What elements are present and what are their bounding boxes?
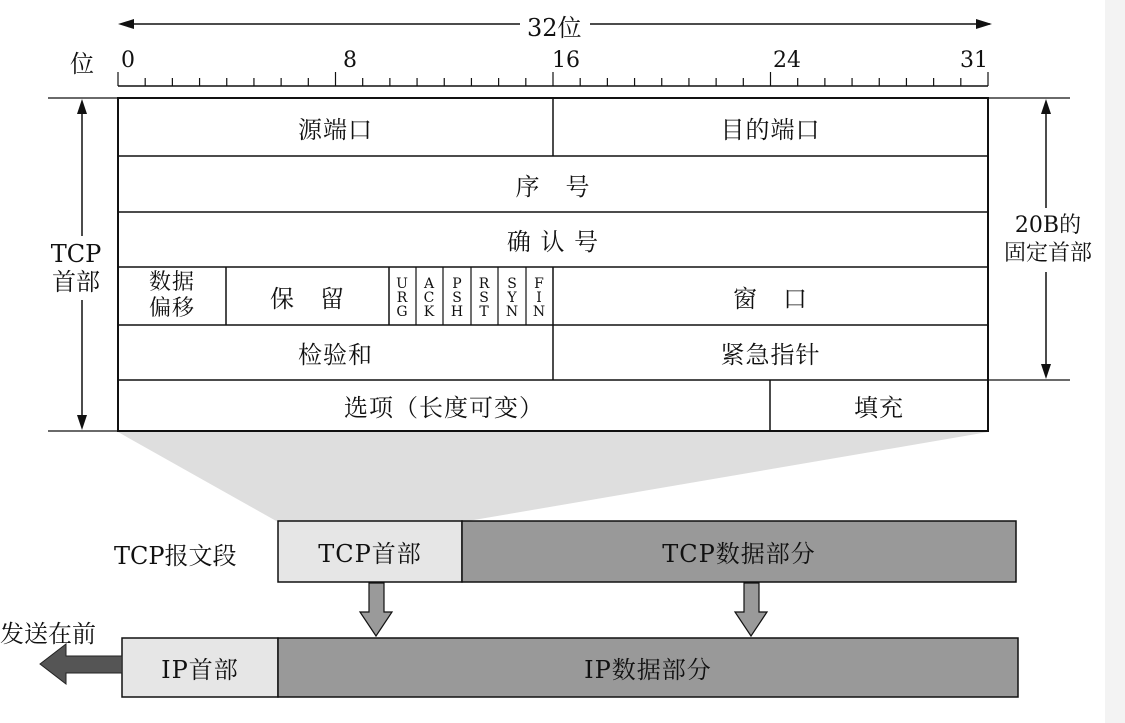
- tcp-header-arrow-top-head: [77, 99, 87, 114]
- flag-syn-1: S: [507, 276, 517, 292]
- field-dest-port: 目的端口: [720, 115, 821, 144]
- tcp-header-down-arrow: [360, 583, 392, 636]
- flag-fin-2: I: [536, 290, 542, 306]
- bit-axis-label: 位: [70, 50, 94, 78]
- tcp-segment-data-label: TCP数据部分: [662, 540, 816, 568]
- tcp-segment-label: TCP报文段: [114, 542, 237, 570]
- field-ack-number: 确 认 号: [506, 228, 600, 256]
- tick-label-0: 0: [121, 48, 135, 73]
- field-reserved: 保 留: [270, 284, 345, 313]
- tcp-data-down-arrow: [735, 583, 767, 636]
- flag-ack-3: K: [423, 304, 435, 320]
- flag-urg-2: R: [396, 290, 408, 306]
- fixed-header-side-label: [994, 212, 1102, 268]
- field-checksum: 检验和: [298, 341, 373, 369]
- field-source-port: 源端口: [298, 115, 373, 144]
- flag-ack: [419, 270, 439, 326]
- flag-urg-1: U: [396, 276, 408, 292]
- scrollbar[interactable]: [1105, 0, 1125, 723]
- fixed-header-arrow-top-head: [1041, 99, 1051, 114]
- field-sequence-number: 序 号: [515, 172, 591, 201]
- flag-syn-3: N: [505, 304, 519, 320]
- tcp-header-side-line1: TCP: [50, 240, 102, 268]
- bit-ruler-ticks: [118, 72, 988, 86]
- flag-fin-3: N: [532, 304, 546, 320]
- flag-psh-3: H: [450, 304, 464, 320]
- width-label: 32位: [527, 14, 582, 42]
- width-arrow-left-head: [118, 19, 134, 29]
- tcp-header-arrow-bottom-head: [77, 415, 87, 430]
- flag-urg-3: G: [396, 304, 408, 320]
- tcp-header-side-line2: 首部: [52, 268, 100, 296]
- funnel-shading: [118, 432, 988, 522]
- field-window: 窗 口: [733, 284, 808, 313]
- data-offset-line2: 偏移: [148, 296, 195, 321]
- tcp-header-side-label: [44, 240, 108, 296]
- width-arrow-right-head: [976, 19, 992, 29]
- flag-syn: [502, 270, 522, 326]
- flag-rst-2: S: [479, 290, 489, 306]
- fixed-header-arrow-bottom-head: [1041, 364, 1051, 379]
- fixed-header-side-line2: 固定首部: [1003, 241, 1092, 266]
- ip-header-label: IP首部: [161, 656, 239, 684]
- send-first-label: 发送在前: [0, 620, 96, 648]
- flag-ack-1: A: [423, 276, 435, 292]
- tick-label-31: 31: [960, 48, 988, 73]
- flag-psh-2: S: [452, 290, 462, 306]
- flag-fin: [529, 270, 549, 326]
- flag-fin-1: F: [534, 276, 544, 292]
- field-padding: 填充: [854, 394, 904, 422]
- flag-rst-1: R: [478, 276, 490, 292]
- flag-rst: [474, 270, 494, 326]
- flag-rst-3: T: [479, 304, 489, 320]
- ip-data-label: IP数据部分: [584, 656, 712, 684]
- data-offset-line1: 数据: [148, 270, 195, 295]
- flag-psh-1: P: [452, 276, 462, 292]
- flag-syn-2: Y: [507, 290, 517, 306]
- send-first-arrow: [40, 644, 122, 684]
- tick-label-16: 16: [552, 48, 580, 73]
- flag-urg: [392, 270, 412, 326]
- tick-label-24: 24: [773, 48, 801, 73]
- field-data-offset: [118, 267, 226, 325]
- flag-psh: [447, 270, 467, 326]
- fixed-header-side-line1: 20B的: [1014, 213, 1082, 238]
- tcp-segment-header-label: TCP首部: [318, 540, 422, 568]
- field-urgent-pointer: 紧急指针: [720, 341, 821, 369]
- field-options: 选项（长度可变）: [344, 394, 544, 422]
- flag-ack-2: C: [423, 290, 435, 306]
- tick-label-8: 8: [343, 48, 357, 73]
